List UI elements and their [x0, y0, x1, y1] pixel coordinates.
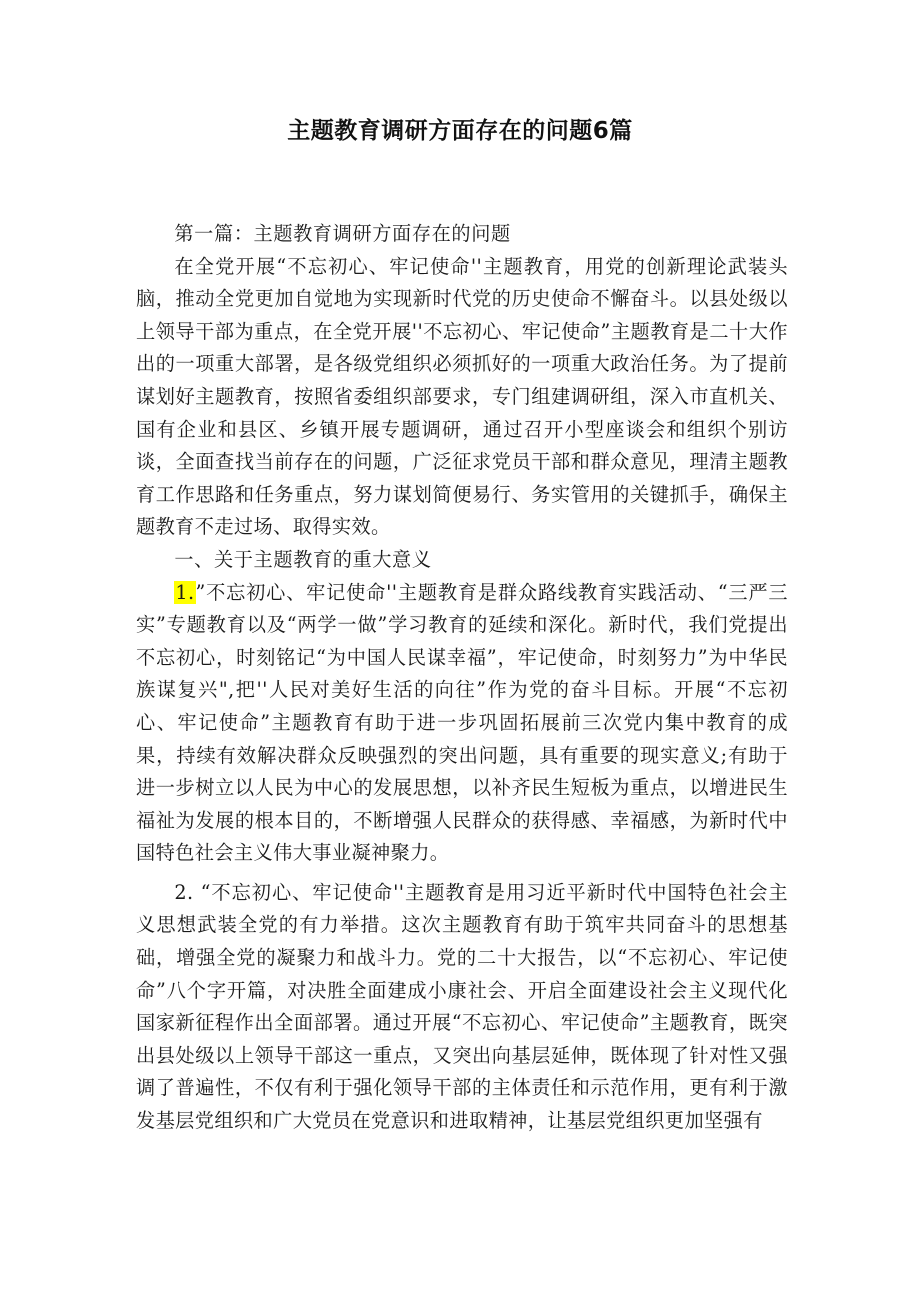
document-title: 主题教育调研方面存在的问题6篇 [287, 118, 633, 144]
highlighted-item-number: 1. [175, 580, 195, 604]
subheading-significance: 一、关于主题教育的重大意义 [174, 547, 432, 571]
item-1-paragraph [136, 577, 788, 870]
section-heading: 第一篇：主题教育调研方面存在的问题 [174, 222, 511, 245]
intro-paragraph: 在全党开展“不忘初心、牢记使命''主题教育，用党的创新理论武装头脑，推动全党更加自觉地为实现新时代党的历史使命不懈奋斗。以县处级以上领导干部为重点，在全党开展''不忘初心、牢记使命”主题教育是二十大作出的一项重大部署，是各级党组织必须抓好的一项重大政治任务。为了提前谋划好主题教育，按照省委组织部要求，专门组建调研组，深入市直机关、国有企业和县区、乡镇开展专题调研，通过召开小型座谈会和组织个别访谈，全面查找当前存在的问题，广泛征求党员干部和群众意见，理清主题教育工作思路和任务重点，努力谋划简便易行、务实管用的关键抓手，确保主题教育不走过场、取得实效。 [136, 254, 788, 539]
document-body [136, 218, 788, 1138]
item-1-text: ”不忘初心、牢记使命''主题教育是群众路线教育实践活动、“三严三实”专题教育以及“两学一做”学习教育的延续和深化。新时代，我们党提出不忘初心，时刻铭记“为中国人民谋幸福”，牢记使命，时刻努力”为中华民族谋复兴",把''人民对美好生活的向往”作为党的奋斗目标。开展“不忘初心、牢记使命”主题教育有助于进一步巩固拓展前三次党内集中教育的成果，持续有效解决群众反映强烈的突出问题，具有重要的现实意义;有助于进一步树立以人民为中心的发展思想，以补齐民生短板为重点，以增进民生福祉为发展的根本目的，不断增强人民群众的获得感、幸福感，为新时代中国特色社会主义伟大事业凝神聚力。 [136, 580, 788, 865]
item-2-paragraph: 2. “不忘初心、牢记使命''主题教育是用习近平新时代中国特色社会主义思想武装全党的有力举措。这次主题教育有助于筑牢共同奋斗的思想基础，增强全党的凝聚力和战斗力。党的二十大报告，以“不忘初心、牢记使命”八个字开篇，对决胜全面建成小康社会、开启全面建设社会主义现代化国家新征程作出全面部署。通过开展“不忘初心、牢记使命”主题教育，既突出县处级以上领导干部这一重点，又突出向基层延伸，既体现了针对性又强调了普遍性，不仅有利于强化领导干部的主体责任和示范作用，更有利于激发基层党组织和广大党员在党意识和进取精神，让基层党组织更加坚强有 [136, 880, 788, 1133]
